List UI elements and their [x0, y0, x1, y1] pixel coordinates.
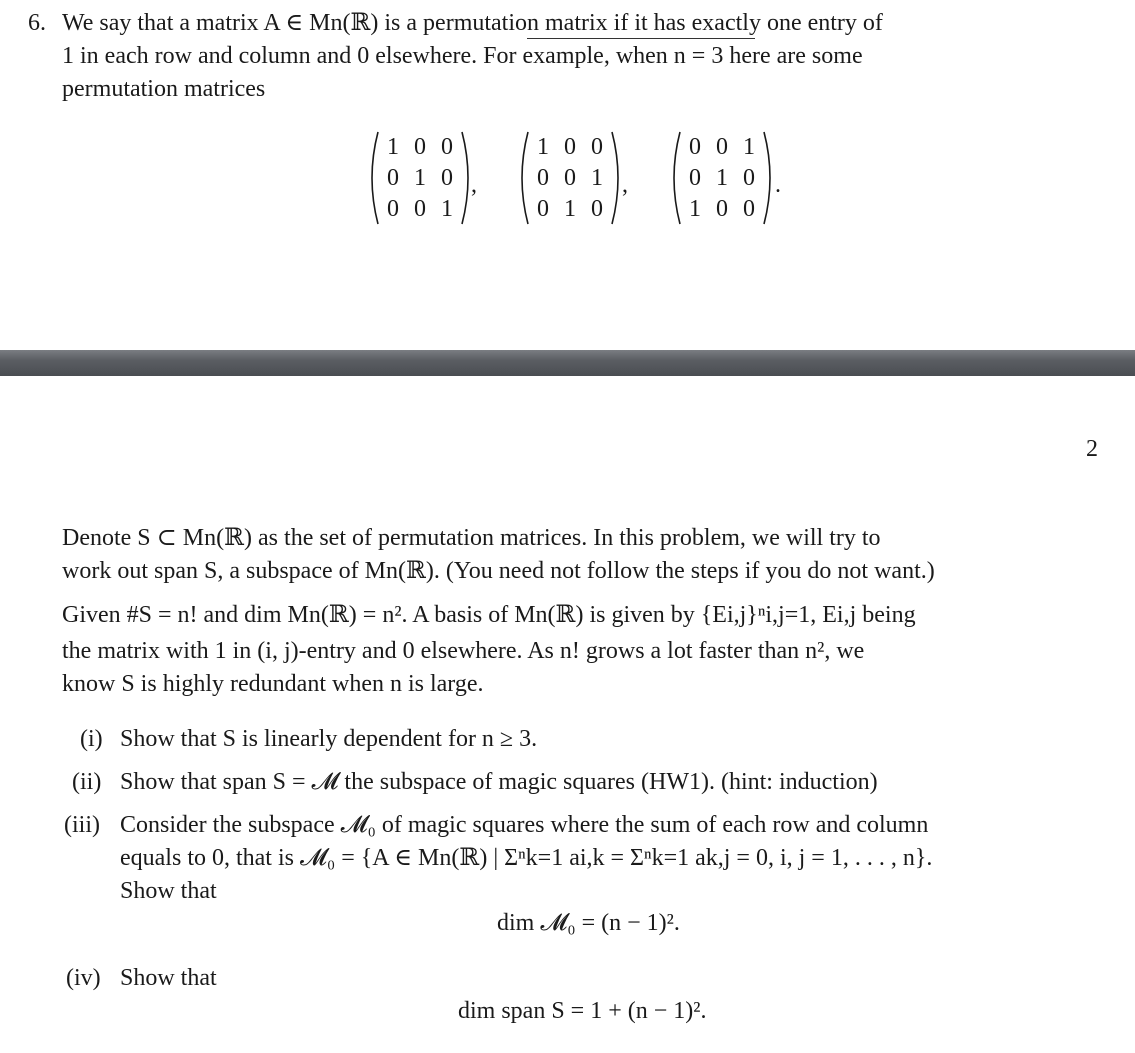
matrix-entry: 0	[564, 165, 576, 191]
item-label-i: (i)	[80, 726, 103, 752]
period: .	[775, 172, 781, 198]
matrix-entry: 0	[591, 196, 603, 222]
comma: ,	[622, 172, 628, 198]
problem-number: 6.	[28, 10, 46, 36]
item-display-iii: dim 𝓜₀ = (n − 1)².	[497, 910, 680, 936]
left-paren	[372, 132, 378, 224]
matrix-entry: 1	[441, 196, 453, 222]
page-number: 2	[1086, 436, 1098, 462]
left-paren	[674, 132, 680, 224]
item-text-i: Show that S is linearly dependent for n ≥ 3.	[120, 726, 538, 752]
matrix-entry: 0	[716, 134, 728, 160]
item-label-iii: (iii)	[64, 812, 100, 838]
body-line-4: the matrix with 1 in (i, j)-entry and 0 elsewhere. As n! grows a lot faster than n², we	[62, 638, 865, 664]
body-line-5: know S is highly redundant when n is large.	[62, 671, 484, 697]
matrix-entry: 1	[591, 165, 603, 191]
right-paren	[764, 132, 770, 224]
matrix-entry: 1	[414, 165, 426, 191]
intro-line-3: permutation matrices	[62, 76, 266, 102]
matrix	[516, 128, 616, 228]
item-text-iii-line1: Consider the subspace 𝓜₀ of magic squares where the sum of each row and column	[120, 812, 929, 838]
item-text-ii: Show that span S = 𝓜 the subspace of magic squares (HW1). (hint: induction)	[120, 769, 878, 795]
intro-line-1: We say that a matrix A ∈ Mn(ℝ) is a permutation matrix if it has exactly one entry of	[62, 10, 883, 36]
page-divider	[0, 350, 1135, 376]
matrix-entry: 1	[689, 196, 701, 222]
item-text-iii-line2: equals to 0, that is 𝓜₀ = {A ∈ Mn(ℝ) | Σⁿk=1 ai,k = Σⁿk=1 ak,j = 0, i, j = 1, . . . , n}.	[120, 845, 933, 871]
matrix-entry: 1	[387, 134, 399, 160]
matrix-entry: 0	[441, 134, 453, 160]
body-line-1: Denote S ⊂ Mn(ℝ) as the set of permutation matrices. In this problem, we will try to	[62, 525, 881, 551]
matrix-entry: 0	[564, 134, 576, 160]
matrix-entry: 1	[743, 134, 755, 160]
item-text-iii-line3: Show that	[120, 878, 217, 904]
body-line-2: work out span S, a subspace of Mn(ℝ). (You need not follow the steps if you do not want.)	[62, 558, 935, 584]
item-text-iv: Show that	[120, 965, 217, 991]
matrix-entry: 0	[591, 134, 603, 160]
matrix-entry: 0	[414, 196, 426, 222]
item-display-iv: dim span S = 1 + (n − 1)².	[458, 998, 707, 1024]
matrix-entry: 0	[414, 134, 426, 160]
matrix-entry: 0	[387, 165, 399, 191]
matrix-entry: 0	[537, 196, 549, 222]
item-label-ii: (ii)	[72, 769, 102, 795]
matrix-entry: 0	[441, 165, 453, 191]
item-label-iv: (iv)	[66, 965, 101, 991]
left-paren	[522, 132, 528, 224]
body-line-3: Given #S = n! and dim Mn(ℝ) = n². A basis of Mn(ℝ) is given by {Ei,j}ⁿi,j=1, Ei,j being	[62, 602, 916, 628]
matrix	[668, 128, 768, 228]
intro-line-2: 1 in each row and column and 0 elsewhere. For example, when n = 3 here are some	[62, 43, 863, 69]
matrix	[366, 128, 466, 228]
emphasis-underline	[527, 38, 755, 39]
right-paren	[612, 132, 618, 224]
matrix-entry: 0	[689, 134, 701, 160]
matrix-entry: 1	[716, 165, 728, 191]
matrix-entry: 1	[537, 134, 549, 160]
matrix-entry: 0	[743, 165, 755, 191]
right-paren	[462, 132, 468, 224]
matrix-entry: 0	[387, 196, 399, 222]
matrix-entry: 0	[743, 196, 755, 222]
comma: ,	[471, 172, 477, 198]
matrix-entry: 1	[564, 196, 576, 222]
matrix-entry: 0	[689, 165, 701, 191]
matrix-entry: 0	[537, 165, 549, 191]
matrix-entry: 0	[716, 196, 728, 222]
